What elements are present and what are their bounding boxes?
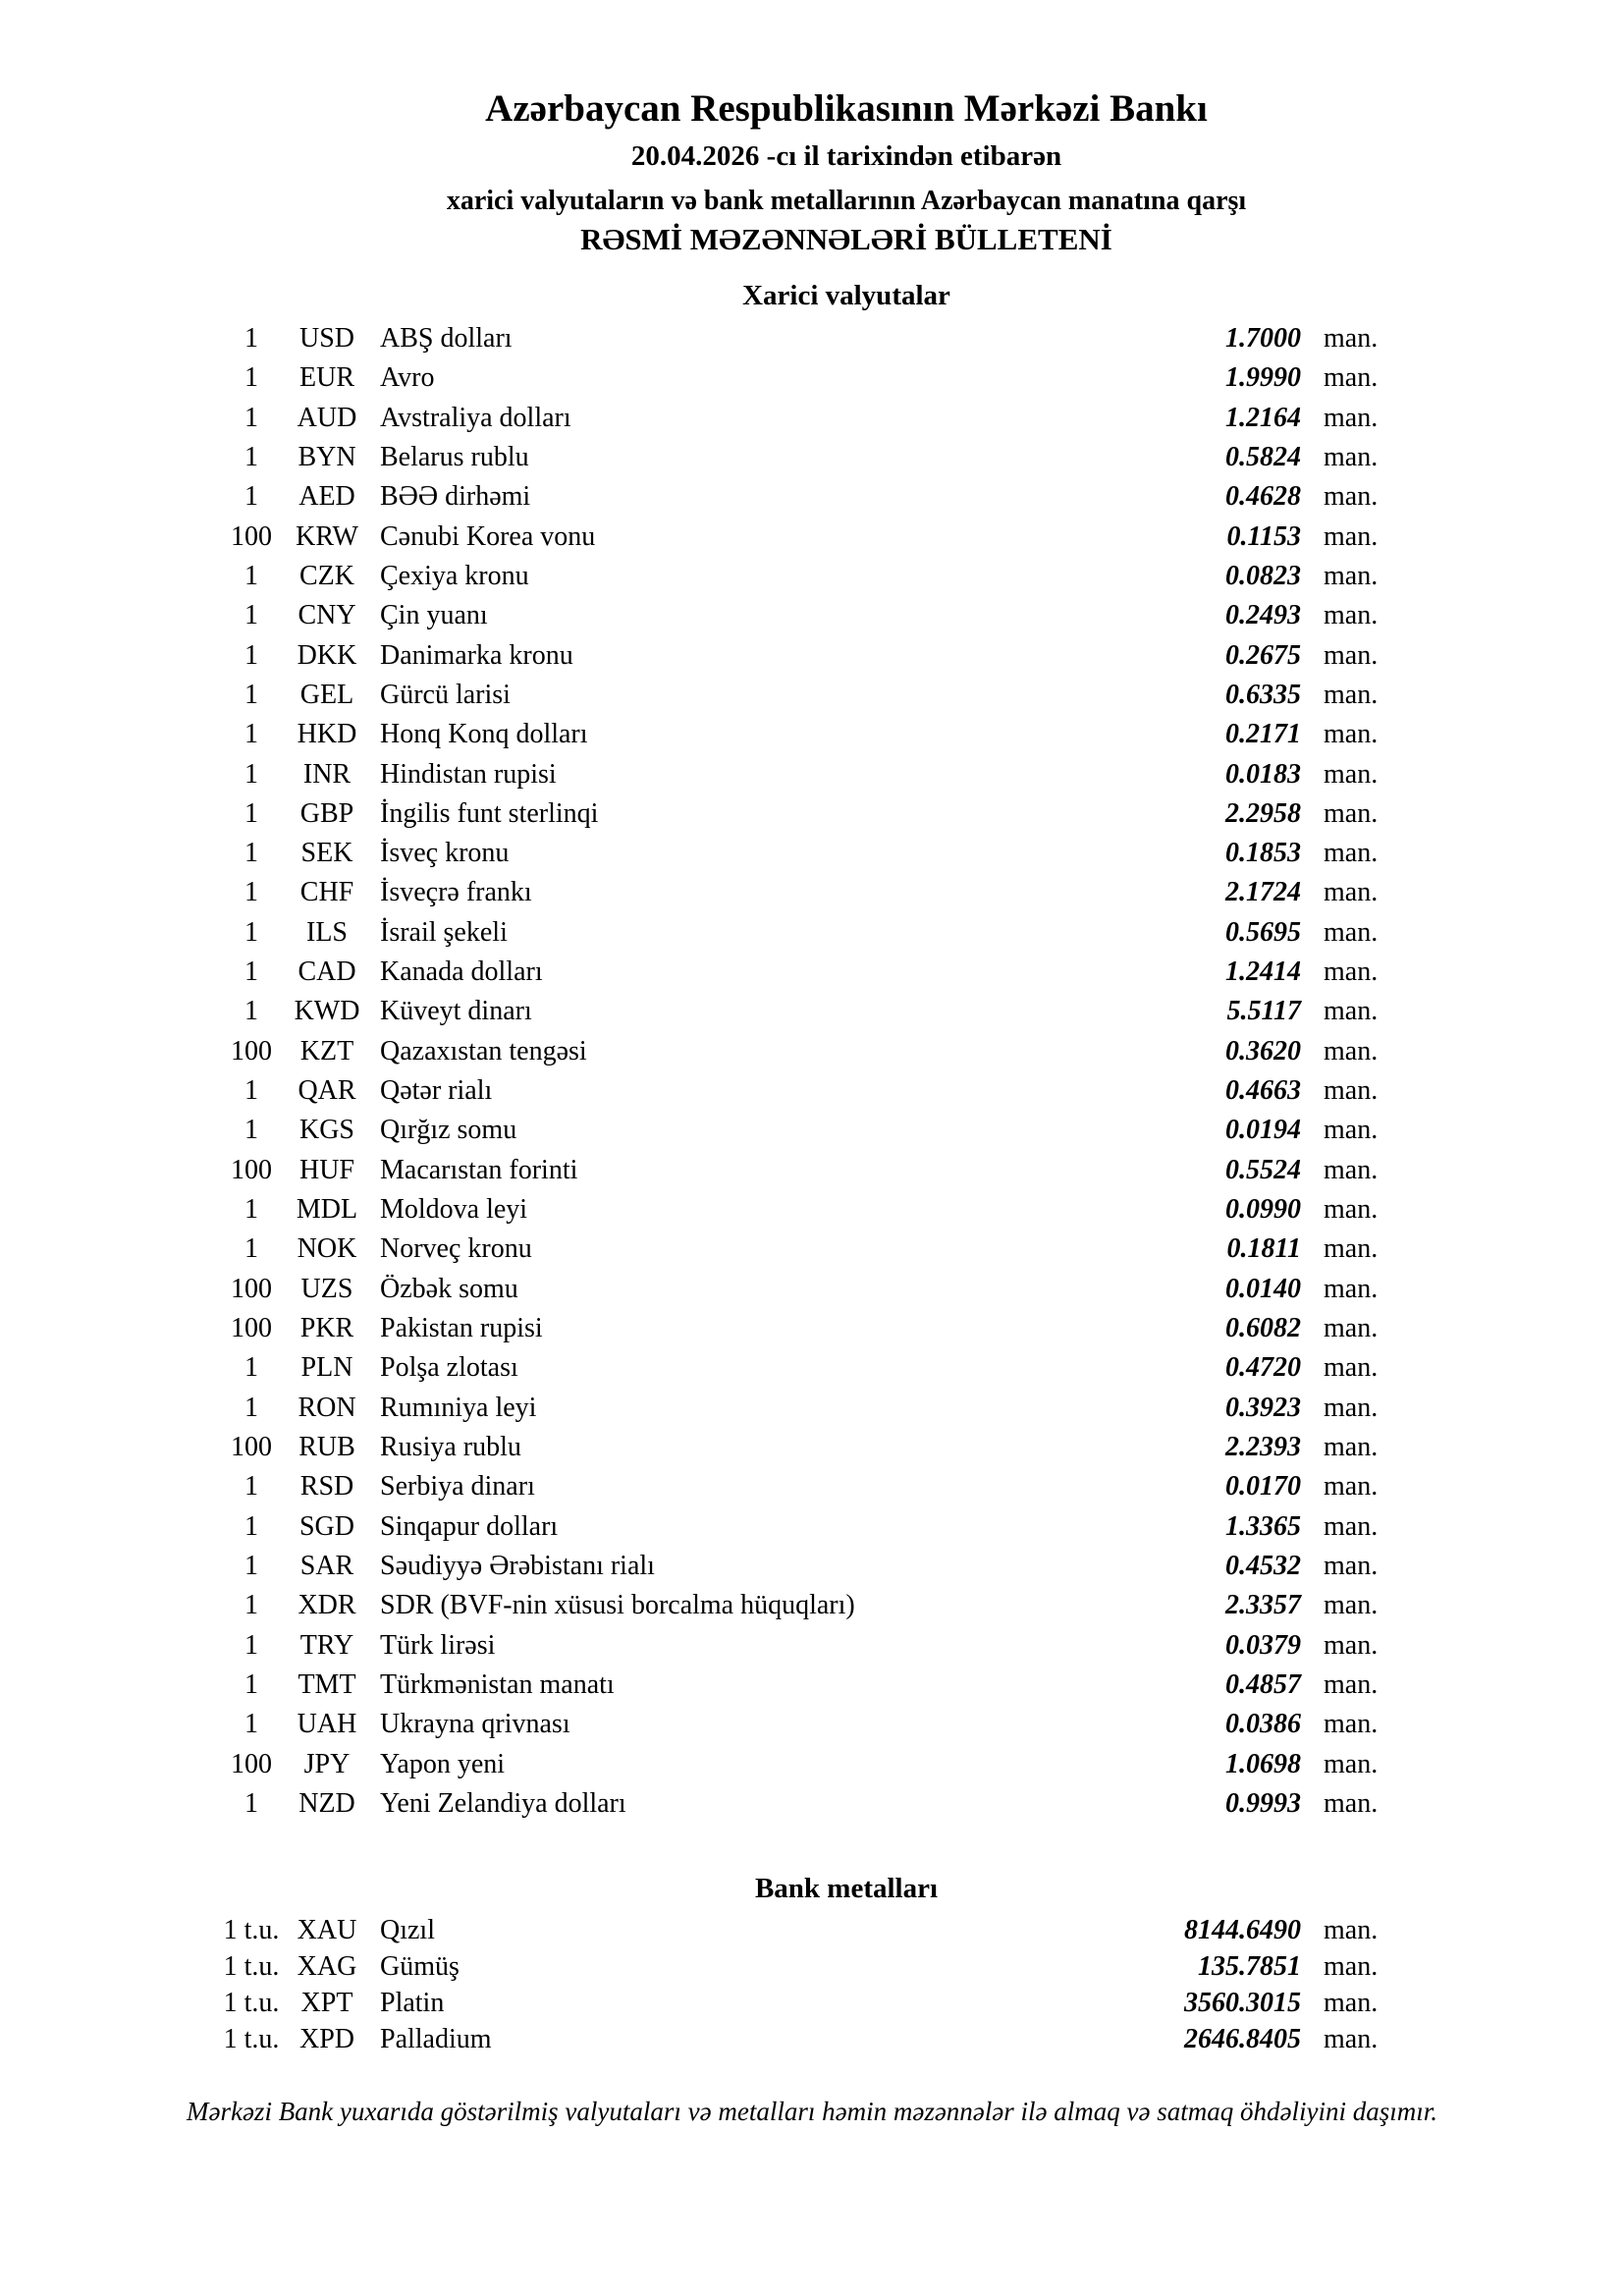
currency-name: Yeni Zelandiya dolları (380, 1788, 626, 1819)
rate-row (0, 992, 1624, 1031)
currency-code: DKK (297, 640, 357, 671)
rate-value: 1.7000 (1225, 323, 1301, 354)
rate-value: 0.2493 (1225, 600, 1301, 630)
quantity-value: 1 (244, 1551, 258, 1581)
effective-date-line: 20.04.2026 -cı il tarixindən etibarən (630, 140, 1062, 172)
unit-label: man. (1324, 1432, 1379, 1462)
rate-value: 0.0170 (1225, 1471, 1301, 1502)
rate-value: 1.2164 (1225, 403, 1301, 433)
currency-code: XPT (300, 1988, 353, 2018)
currency-name: Serbiya dinarı (380, 1471, 535, 1502)
rate-row (0, 1190, 1624, 1230)
rate-row (0, 557, 1624, 596)
unit-label: man. (1324, 1036, 1379, 1066)
rate-row (0, 1071, 1624, 1111)
rate-row (0, 636, 1624, 676)
quantity-value: 1 (244, 600, 258, 630)
currency-name: BƏƏ dirhəmi (380, 481, 531, 512)
unit-label: man. (1324, 1352, 1379, 1383)
quantity-value: 1 (244, 759, 258, 790)
currency-name: Honq Konq dolları (380, 719, 588, 749)
quantity-value: 1 (244, 1630, 258, 1661)
currency-code: ILS (306, 917, 348, 948)
currency-name: Rusiya rublu (380, 1432, 521, 1462)
unit-label: man. (1324, 838, 1379, 868)
unit-label: man. (1324, 600, 1379, 630)
rate-row (0, 873, 1624, 912)
currency-name: Qırğız somu (380, 1115, 517, 1145)
rate-value: 5.5117 (1226, 996, 1301, 1026)
unit-label: man. (1324, 1313, 1379, 1343)
rate-value: 3560.3015 (1184, 1988, 1301, 2018)
rate-value: 0.1153 (1226, 521, 1301, 552)
currency-code: KWD (294, 996, 360, 1026)
rate-value: 0.3923 (1225, 1393, 1301, 1423)
unit-label: man. (1324, 1988, 1379, 2018)
currency-code: AED (298, 481, 355, 512)
currency-name: Avstraliya dolları (380, 403, 571, 433)
rate-value: 8144.6490 (1184, 1915, 1301, 1945)
rate-row (0, 596, 1624, 635)
quantity-value: 100 (231, 521, 272, 552)
rate-value: 0.1853 (1225, 838, 1301, 868)
currency-name: Küveyt dinarı (380, 996, 532, 1026)
rate-row (0, 1745, 1624, 1784)
quantity-value: 1 (244, 561, 258, 591)
rate-row (0, 913, 1624, 953)
rate-row (0, 1911, 1624, 1950)
unit-label: man. (1324, 1194, 1379, 1225)
quantity-value: 1 (244, 1194, 258, 1225)
unit-label: man. (1324, 1075, 1379, 1106)
currency-code: CHF (299, 877, 354, 907)
footer-note: Mərkəzi Bank yuxarıda göstərilmiş valyutaları və metalları həmin məzənnələr ilə almaq və satmaq öhdəliyini daşımır. (186, 2097, 1437, 2126)
currency-name: Cənubi Korea vonu (380, 521, 596, 552)
quantity-value: 1 (244, 1471, 258, 1502)
unit-label: man. (1324, 719, 1379, 749)
currency-code: JPY (303, 1749, 351, 1779)
currency-name: ABŞ dolları (380, 323, 513, 354)
rate-row (0, 953, 1624, 992)
currency-name: Sinqapur dolları (380, 1511, 559, 1542)
rate-value: 0.0823 (1225, 561, 1301, 591)
currency-name: İsveçrə frankı (380, 877, 532, 907)
rate-row (0, 2020, 1624, 2059)
rate-value: 0.2675 (1225, 640, 1301, 671)
rate-row (0, 834, 1624, 873)
rate-row (0, 676, 1624, 715)
quantity-value: 1 (244, 877, 258, 907)
currency-name: Avro (380, 362, 435, 393)
quantity-value: 1 (244, 798, 258, 829)
rate-row (0, 1547, 1624, 1586)
currency-code: GEL (299, 680, 354, 710)
rate-value: 0.4663 (1225, 1075, 1301, 1106)
currency-code: QAR (298, 1075, 356, 1106)
quantity-value: 1 (244, 403, 258, 433)
quantity-value: 1 (244, 1709, 258, 1739)
unit-label: man. (1324, 1749, 1379, 1779)
rate-value: 0.4628 (1225, 481, 1301, 512)
unit-label: man. (1324, 917, 1379, 948)
currency-code: SAR (299, 1551, 354, 1581)
unit-label: man. (1324, 1471, 1379, 1502)
rate-row (0, 1705, 1624, 1744)
currency-code: TMT (298, 1669, 356, 1700)
quantity-value: 1 (244, 1590, 258, 1620)
rate-value: 0.4532 (1225, 1551, 1301, 1581)
section-title-currencies: Xarici valyutalar (742, 280, 950, 311)
currency-code: TRY (299, 1630, 354, 1661)
rate-value: 0.0386 (1225, 1709, 1301, 1739)
currency-code: EUR (299, 362, 354, 393)
currency-code: HUF (298, 1155, 354, 1185)
unit-label: man. (1324, 2024, 1379, 2054)
rate-row (0, 319, 1624, 358)
unit-label: man. (1324, 481, 1379, 512)
rate-row (0, 1230, 1624, 1269)
rate-row (0, 1784, 1624, 1824)
quantity-value: 1 (244, 680, 258, 710)
quantity-value: 100 (231, 1313, 272, 1343)
unit-label: man. (1324, 877, 1379, 907)
quantity-value: 1 (244, 323, 258, 354)
unit-label: man. (1324, 640, 1379, 671)
currency-code: XAG (297, 1951, 357, 1982)
quantity-value: 100 (231, 1155, 272, 1185)
unit-label: man. (1324, 957, 1379, 987)
quantity-value: 1 (244, 719, 258, 749)
unit-label: man. (1324, 680, 1379, 710)
unit-label: man. (1324, 1915, 1379, 1945)
currency-name: Kanada dolları (380, 957, 543, 987)
currency-code: UAH (297, 1709, 357, 1739)
unit-label: man. (1324, 1669, 1379, 1700)
currency-code: NOK (297, 1233, 357, 1264)
unit-label: man. (1324, 442, 1379, 472)
rate-value: 0.2171 (1225, 719, 1301, 749)
currency-name: Səudiyyə Ərəbistanı rialı (380, 1551, 655, 1581)
rate-row (0, 1032, 1624, 1071)
unit-label: man. (1324, 759, 1379, 790)
currency-name: Özbək somu (380, 1274, 518, 1304)
rate-value: 0.0183 (1225, 759, 1301, 790)
currency-code: PLN (300, 1352, 353, 1383)
page-title: Azərbaycan Respublikasının Mərkəzi Bankı (485, 87, 1208, 130)
currency-name: Rumıniya leyi (380, 1393, 537, 1423)
quantity-value: 1 (244, 362, 258, 393)
rate-row (0, 715, 1624, 754)
rate-row (0, 1309, 1624, 1348)
currency-code: INR (302, 759, 352, 790)
unit-label: man. (1324, 362, 1379, 393)
currency-name: Gümüş (380, 1951, 460, 1982)
rate-value: 0.9993 (1225, 1788, 1301, 1819)
rate-row (0, 1666, 1624, 1705)
currency-name: Hindistan rupisi (380, 759, 557, 790)
rate-row (0, 1626, 1624, 1666)
quantity-value: 1 (244, 957, 258, 987)
quantity-value: 100 (231, 1274, 272, 1304)
unit-label: man. (1324, 1590, 1379, 1620)
unit-label: man. (1324, 323, 1379, 354)
rate-value: 0.5524 (1225, 1155, 1301, 1185)
currency-name: Yapon yeni (380, 1749, 506, 1779)
quantity-value: 1 (244, 1115, 258, 1145)
unit-label: man. (1324, 996, 1379, 1026)
currency-name: Norveç kronu (380, 1233, 532, 1264)
quantity-value: 1 (244, 1352, 258, 1383)
rate-value: 0.0379 (1225, 1630, 1301, 1661)
quantity-value: 1 (244, 1233, 258, 1264)
currency-code: RSD (299, 1471, 354, 1502)
rate-value: 0.4857 (1225, 1669, 1301, 1700)
unit-label: man. (1324, 1511, 1379, 1542)
currency-code: KRW (296, 521, 358, 552)
unit-label: man. (1324, 521, 1379, 552)
quantity-value: 1 (244, 996, 258, 1026)
rate-value: 0.5824 (1225, 442, 1301, 472)
rate-value: 0.4720 (1225, 1352, 1301, 1383)
section-title-metals: Bank metalları (754, 1873, 939, 1904)
rate-value: 1.9990 (1225, 362, 1301, 393)
quantity-value: 1 (244, 917, 258, 948)
rate-value: 0.0990 (1225, 1194, 1301, 1225)
rate-value: 135.7851 (1198, 1951, 1301, 1982)
currency-name: Çin yuanı (380, 600, 488, 630)
rate-row (0, 1467, 1624, 1506)
quantity-value: 1 (244, 1669, 258, 1700)
rate-value: 2.1724 (1225, 877, 1301, 907)
currency-name: Gürcü larisi (380, 680, 511, 710)
currency-code: XAU (297, 1915, 357, 1945)
currency-code: BYN (298, 442, 356, 472)
rate-row (0, 518, 1624, 557)
currency-code: KGS (298, 1115, 354, 1145)
currency-name: Ukrayna qrivnası (380, 1709, 570, 1739)
unit-label: man. (1324, 1233, 1379, 1264)
currency-code: RON (298, 1393, 356, 1423)
rate-row (0, 1586, 1624, 1625)
unit-label: man. (1324, 1630, 1379, 1661)
currency-name: İsveç kronu (380, 838, 510, 868)
currency-code: RUB (298, 1432, 355, 1462)
quantity-value: 1 t.u. (223, 1915, 280, 1945)
currency-code: KZT (299, 1036, 354, 1066)
quantity-value: 1 t.u. (223, 1988, 280, 2018)
quantity-value: 1 t.u. (223, 2024, 280, 2054)
rate-row (0, 477, 1624, 517)
currency-code: CZK (299, 561, 354, 591)
unit-label: man. (1324, 1788, 1379, 1819)
rate-value: 2.2958 (1225, 798, 1301, 829)
rate-value: 1.3365 (1225, 1511, 1301, 1542)
rate-value: 1.2414 (1225, 957, 1301, 987)
currency-name: Danimarka kronu (380, 640, 573, 671)
rate-value: 0.5695 (1225, 917, 1301, 948)
unit-label: man. (1324, 798, 1379, 829)
rate-row (0, 358, 1624, 398)
currency-code: SEK (300, 838, 353, 868)
currency-code: GBP (299, 798, 354, 829)
quantity-value: 1 (244, 640, 258, 671)
currency-name: SDR (BVF-nin xüsusi borcalma hüquqları) (380, 1590, 855, 1620)
currency-name: Palladium (380, 2024, 492, 2054)
rate-value: 2.3357 (1225, 1590, 1301, 1620)
currency-name: Qazaxıstan tengəsi (380, 1036, 587, 1066)
currency-name: Macarıstan forinti (380, 1155, 578, 1185)
currency-code: CNY (298, 600, 356, 630)
currency-name: Polşa zlotası (380, 1352, 518, 1383)
quantity-value: 1 (244, 1511, 258, 1542)
currency-code: AUD (297, 403, 357, 433)
currency-code: HKD (297, 719, 357, 749)
rate-value: 2646.8405 (1184, 2024, 1301, 2054)
quantity-value: 1 (244, 442, 258, 472)
currency-code: NZD (298, 1788, 355, 1819)
currency-code: XPD (298, 2024, 354, 2054)
quantity-value: 1 (244, 1393, 258, 1423)
rate-row (0, 399, 1624, 438)
currency-name: Platin (380, 1988, 445, 2018)
rate-value: 0.0140 (1225, 1274, 1301, 1304)
rate-value: 0.0194 (1225, 1115, 1301, 1145)
currency-code: SGD (298, 1511, 354, 1542)
rate-value: 0.1811 (1226, 1233, 1301, 1264)
rate-row (0, 1348, 1624, 1388)
rate-value: 0.6335 (1225, 680, 1301, 710)
rate-row (0, 755, 1624, 794)
currency-name: Türk lirəsi (380, 1630, 496, 1661)
rate-value: 1.0698 (1225, 1749, 1301, 1779)
currency-code: PKR (299, 1313, 354, 1343)
currency-code: CAD (298, 957, 356, 987)
quantity-value: 100 (231, 1432, 272, 1462)
currency-name: Moldova leyi (380, 1194, 528, 1225)
currency-name: Qətər rialı (380, 1075, 493, 1106)
quantity-value: 1 (244, 481, 258, 512)
quantity-value: 100 (231, 1036, 272, 1066)
unit-label: man. (1324, 1155, 1379, 1185)
unit-label: man. (1324, 1274, 1379, 1304)
rate-row (0, 1151, 1624, 1190)
quantity-value: 1 (244, 1075, 258, 1106)
unit-label: man. (1324, 1709, 1379, 1739)
quantity-value: 1 (244, 838, 258, 868)
quantity-value: 1 (244, 1788, 258, 1819)
rate-row (0, 1389, 1624, 1428)
rate-row (0, 438, 1624, 477)
subtitle: xarici valyutaların və bank metallarının Azərbaycan manatına qarşı (446, 186, 1247, 216)
currency-code: UZS (300, 1274, 353, 1304)
rate-row (0, 794, 1624, 834)
rate-value: 0.6082 (1225, 1313, 1301, 1343)
currency-name: İsrail şekeli (380, 917, 508, 948)
currency-name: Qızıl (380, 1915, 435, 1945)
currency-code: USD (298, 323, 354, 354)
currency-name: İngilis funt sterlinqi (380, 798, 599, 829)
rate-row (0, 1428, 1624, 1467)
rate-row (0, 1984, 1624, 2023)
rate-value: 2.2393 (1225, 1432, 1301, 1462)
currency-name: Türkmənistan manatı (380, 1669, 615, 1700)
bulletin-title: RƏSMİ MƏZƏNNƏLƏRİ BÜLLETENİ (580, 222, 1112, 256)
rate-row (0, 1507, 1624, 1547)
rate-row (0, 1947, 1624, 1987)
unit-label: man. (1324, 1951, 1379, 1982)
rate-row (0, 1270, 1624, 1309)
unit-label: man. (1324, 403, 1379, 433)
currency-code: MDL (296, 1194, 358, 1225)
unit-label: man. (1324, 1551, 1379, 1581)
rate-value: 0.3620 (1225, 1036, 1301, 1066)
unit-label: man. (1324, 561, 1379, 591)
currency-name: Belarus rublu (380, 442, 529, 472)
quantity-value: 1 t.u. (223, 1951, 280, 1982)
unit-label: man. (1324, 1393, 1379, 1423)
currency-name: Çexiya kronu (380, 561, 529, 591)
currency-code: XDR (298, 1590, 356, 1620)
unit-label: man. (1324, 1115, 1379, 1145)
currency-name: Pakistan rupisi (380, 1313, 543, 1343)
quantity-value: 100 (231, 1749, 272, 1779)
rate-row (0, 1111, 1624, 1150)
